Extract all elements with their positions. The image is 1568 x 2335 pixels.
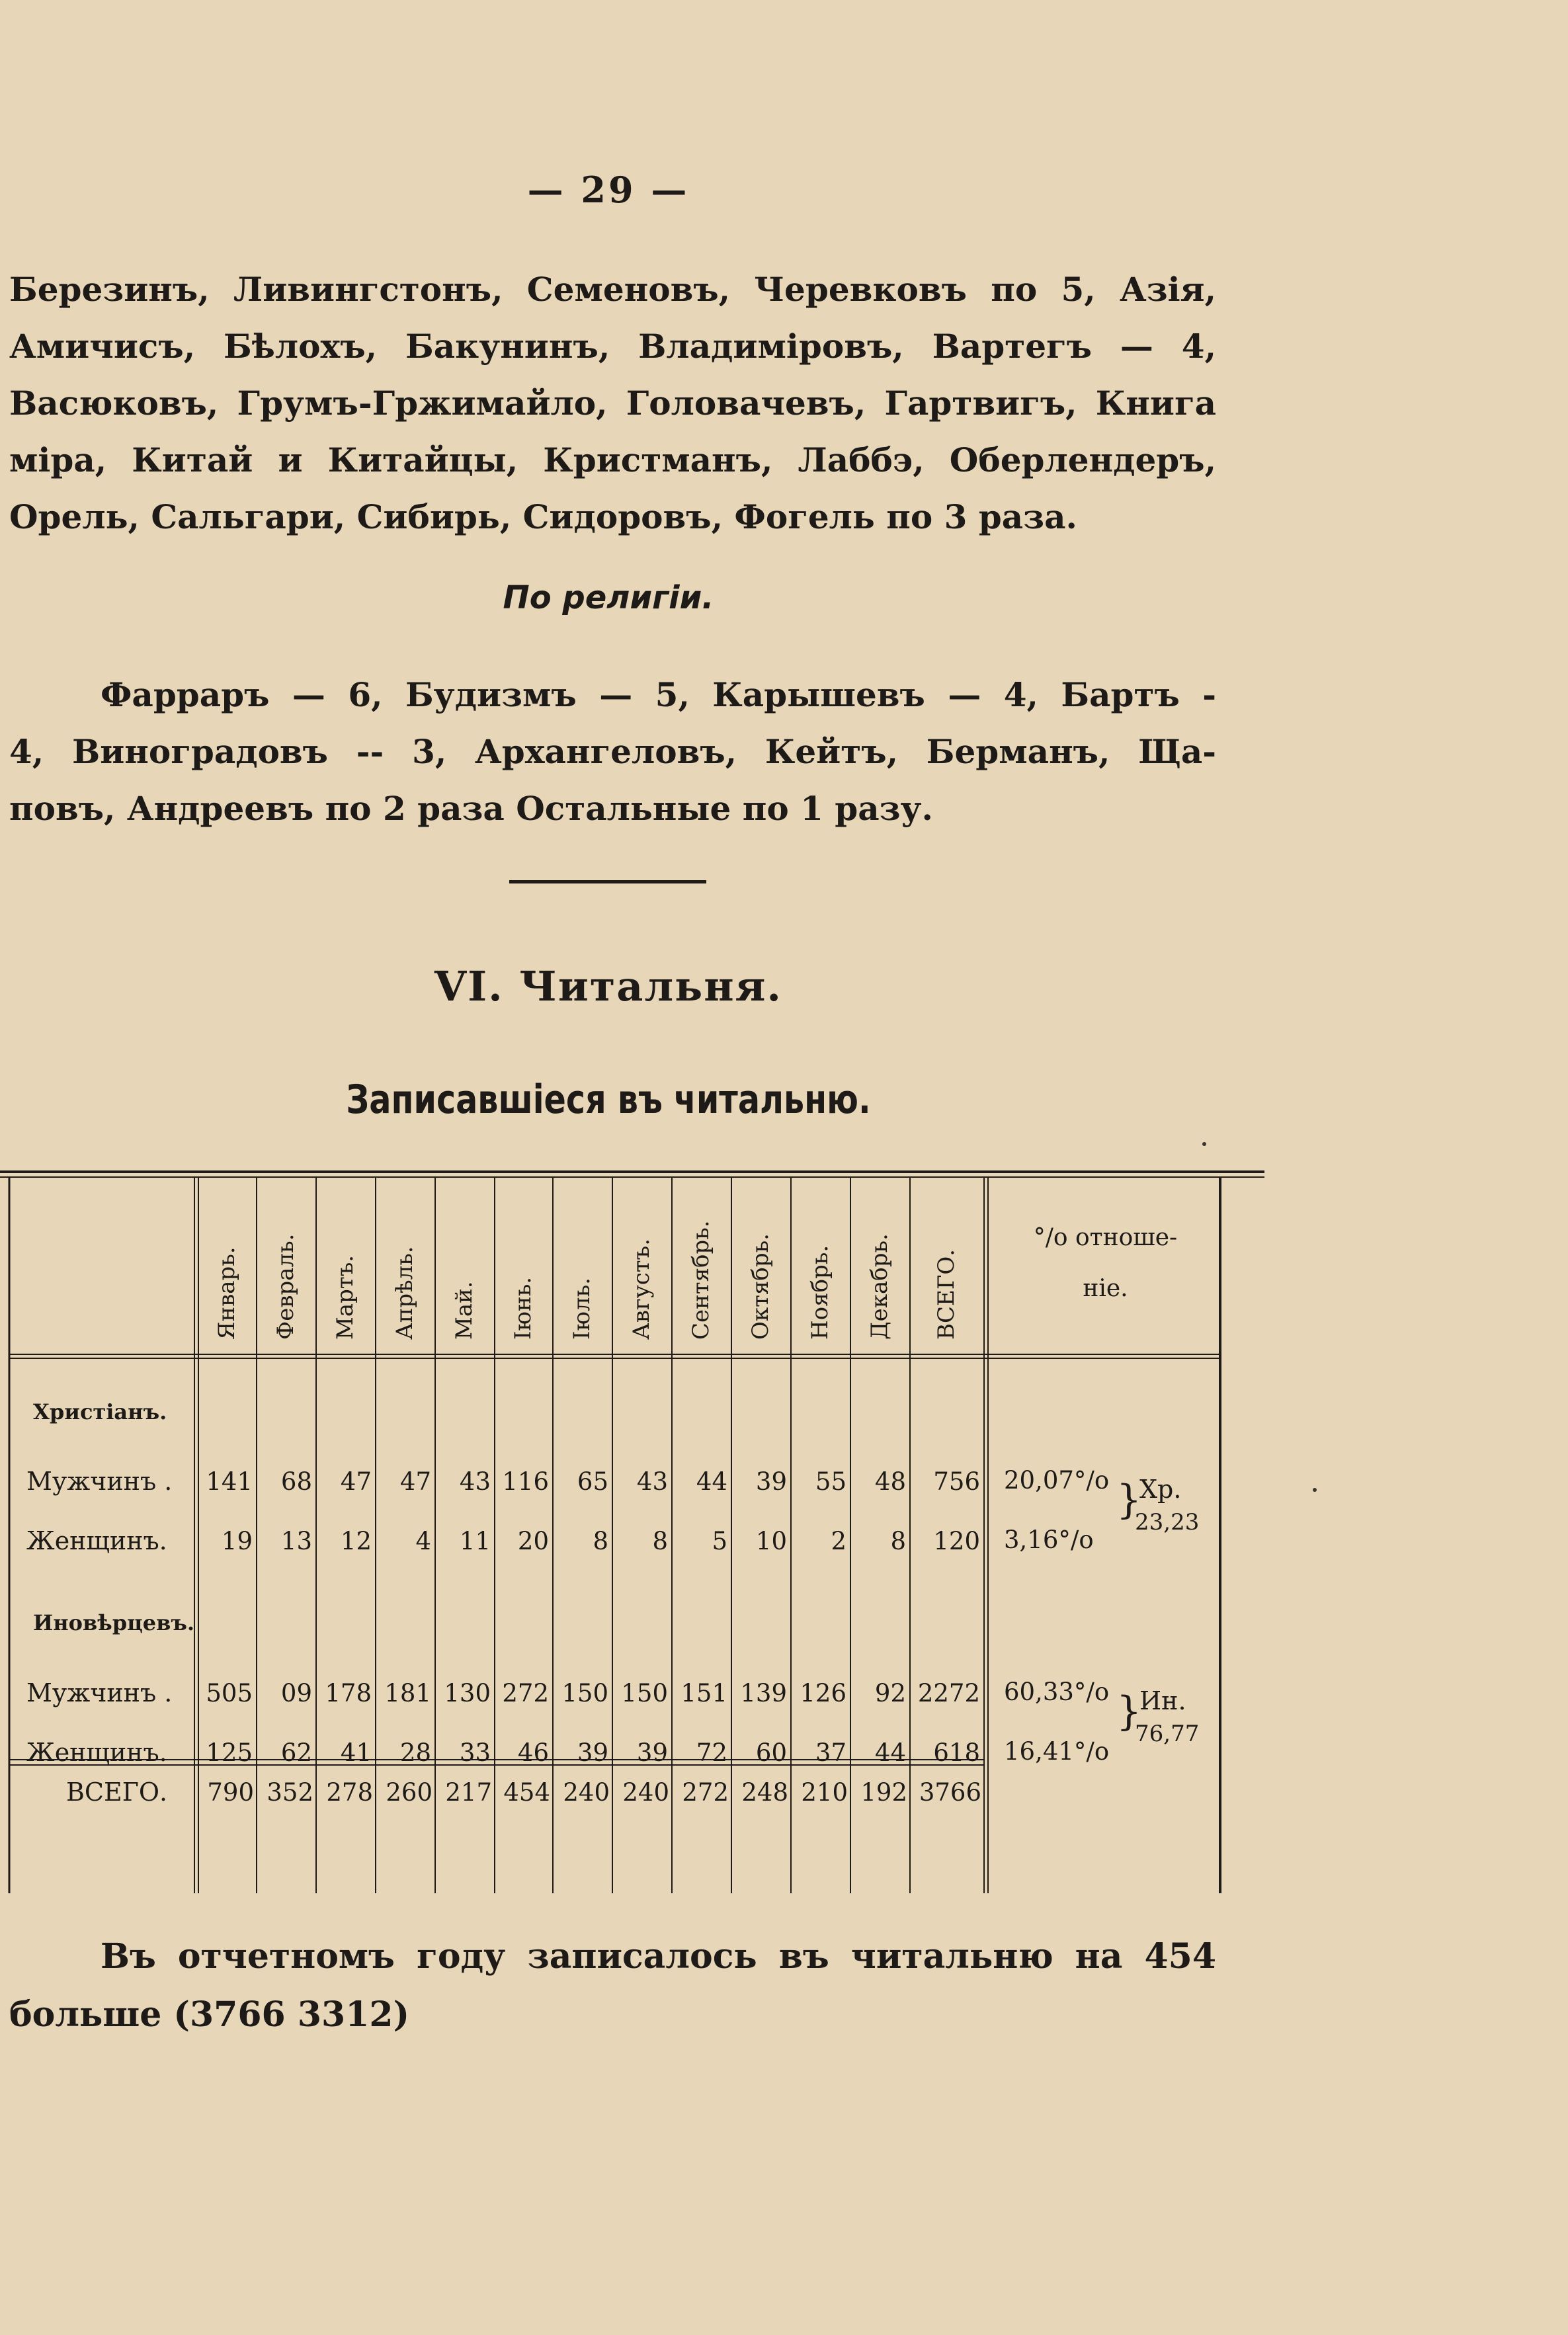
table-cell: 09: [280, 1679, 312, 1707]
text-line: Амичисъ, Бѣлохъ, Бакунинъ, Владиміровъ, Вартегъ — 4,: [9, 327, 1216, 366]
group-percent: 76,77: [1135, 1721, 1200, 1747]
speck: [1313, 1488, 1317, 1492]
table-title: Записавшіеся въ читальню.: [346, 1077, 871, 1123]
table-cell: 60: [755, 1739, 787, 1767]
table-cell: 68: [280, 1467, 312, 1496]
text-line: Березинъ, Ливингстонъ, Семеновъ, Черевковъ по 5, Азія,: [9, 270, 1216, 309]
table-cell: 13: [280, 1527, 312, 1555]
total-cell: 210: [801, 1778, 848, 1807]
total-cell: 454: [503, 1778, 550, 1807]
table-cell: 8: [593, 1527, 608, 1555]
group-label: Хр.: [1139, 1475, 1182, 1504]
group-title: Христіанъ.: [33, 1399, 167, 1424]
total-cell: 352: [267, 1778, 313, 1807]
group-brace: }: [1116, 1688, 1142, 1735]
table-cell: 8: [652, 1527, 668, 1555]
table-cell: 55: [815, 1467, 846, 1496]
total-cell: 790: [207, 1778, 254, 1807]
group-title: Иновѣрцевъ.: [33, 1610, 195, 1635]
table-cell: 65: [577, 1467, 608, 1496]
table-cell: 62: [280, 1739, 312, 1767]
text-line: больше (3766 3312): [9, 1994, 410, 2035]
table-cell: 39: [636, 1739, 668, 1767]
table-cell: 272: [502, 1679, 549, 1707]
group-brace: }: [1116, 1477, 1142, 1523]
text-line: Орель, Сальгари, Сибирь, Сидоровъ, Фогель по 3 раза.: [9, 497, 1077, 536]
table-cell: 48: [874, 1467, 906, 1496]
table-cell: 505: [206, 1679, 253, 1707]
table-cell: 139: [740, 1679, 787, 1707]
month-header: Октябрь.: [747, 1233, 774, 1340]
month-header: Май.: [451, 1281, 477, 1340]
table-cell: 120: [933, 1527, 980, 1555]
table-cell: 178: [325, 1679, 372, 1707]
total-cell: 240: [563, 1778, 610, 1807]
total-cell: 217: [445, 1778, 492, 1807]
percent-value: 3,16°/о: [1004, 1526, 1094, 1554]
percent-value: 60,33°/о: [1004, 1678, 1110, 1706]
month-header: Декабрь.: [866, 1233, 893, 1340]
footer-paragraph: [9, 1928, 1216, 2044]
text-line: Васюковъ, Грумъ-Гржимайло, Головачевъ, Гартвигъ, Книга: [9, 384, 1216, 423]
month-header: ВСЕГО.: [933, 1249, 960, 1340]
table-cell: 150: [621, 1679, 668, 1707]
row-label: Женщинъ.: [26, 1526, 167, 1555]
table-cell: 46: [517, 1739, 549, 1767]
table-cell: 28: [399, 1739, 431, 1767]
row-label: Женщинъ.: [26, 1738, 167, 1767]
table-cell: 618: [933, 1739, 980, 1767]
text-line: 4, Виноградовъ -- 3, Архангеловъ, Кейтъ, Берманъ, Ща-: [9, 732, 1216, 771]
month-header: Февраль.: [272, 1233, 299, 1340]
page-number: — 29 —: [527, 169, 690, 211]
table-cell: 12: [340, 1527, 372, 1555]
table-cell: 92: [874, 1679, 906, 1707]
row-label: Мужчинъ .: [26, 1678, 173, 1707]
table-cell: 41: [340, 1739, 372, 1767]
total-cell: 240: [622, 1778, 669, 1807]
table-cell: 19: [221, 1527, 253, 1555]
table-cell: 47: [340, 1467, 372, 1496]
total-cell: 248: [741, 1778, 788, 1807]
table-cell: 4: [415, 1527, 431, 1555]
month-header: Іюль.: [569, 1278, 595, 1340]
percent-value: 20,07°/о: [1004, 1466, 1110, 1495]
table-cell: 43: [459, 1467, 491, 1496]
total-cell: 3766: [919, 1778, 981, 1807]
group-label: Ин.: [1139, 1686, 1186, 1715]
total-cell: 278: [326, 1778, 373, 1807]
table-cell: 44: [874, 1739, 906, 1767]
table-cell: 43: [636, 1467, 668, 1496]
speck: [1202, 1142, 1206, 1146]
table-cell: 10: [755, 1527, 787, 1555]
text-line: Фарраръ — 6, Будизмъ — 5, Карышевъ — 4, Бартъ -: [101, 675, 1216, 714]
total-cell: 192: [860, 1778, 907, 1807]
section-divider: [509, 880, 706, 883]
table-cell: 130: [444, 1679, 491, 1707]
text-line: Въ отчетномъ году записалось въ читальню на 454: [101, 1936, 1216, 1977]
text-line: повъ, Андреевъ по 2 раза Остальные по 1 разу.: [9, 789, 933, 828]
month-header: Іюнь.: [510, 1276, 536, 1340]
reading-room-table: [0, 1169, 1264, 1897]
group-percent: 23,23: [1135, 1509, 1200, 1536]
table-cell: 150: [561, 1679, 608, 1707]
percent-header: ніе.: [1083, 1275, 1128, 1302]
table-cell: 756: [933, 1467, 980, 1496]
total-cell: 272: [682, 1778, 729, 1807]
table-cell: 181: [384, 1679, 431, 1707]
table-cell: 2: [831, 1527, 846, 1555]
text-line: міра, Китай и Китайцы, Кристманъ, Лаббэ, Оберлендеръ,: [9, 440, 1216, 479]
table-cell: 37: [815, 1739, 846, 1767]
table-cell: 5: [712, 1527, 727, 1555]
table-cell: 141: [206, 1467, 253, 1496]
table-cell: 8: [890, 1527, 906, 1555]
table-cell: 39: [577, 1739, 608, 1767]
table-cell: 47: [399, 1467, 431, 1496]
table-cell: 125: [206, 1739, 253, 1767]
reading-room-table-grid: [0, 1169, 1264, 1897]
month-header: Апрѣль.: [392, 1246, 418, 1340]
month-header: Августъ.: [628, 1239, 655, 1340]
subheading-religion: По религіи.: [503, 579, 714, 616]
month-header: Январь.: [214, 1247, 240, 1340]
table-cell: 44: [696, 1467, 727, 1496]
table-cell: 72: [696, 1739, 727, 1767]
table-cell: 151: [681, 1679, 727, 1707]
row-label: Мужчинъ .: [26, 1467, 173, 1496]
percent-header: °/о отноше-: [1033, 1224, 1178, 1251]
table-cell: 20: [517, 1527, 549, 1555]
table-cell: 11: [459, 1527, 491, 1555]
month-header: Сентябрь.: [688, 1220, 714, 1340]
paragraph-geography: [9, 261, 1216, 546]
percent-value: 16,41°/о: [1004, 1737, 1110, 1766]
table-cell: 2272: [917, 1679, 980, 1707]
total-cell: 260: [386, 1778, 433, 1807]
table-cell: 116: [502, 1467, 549, 1496]
month-header: Мартъ.: [332, 1254, 358, 1340]
total-label: ВСЕГО.: [66, 1778, 168, 1807]
table-cell: 33: [459, 1739, 491, 1767]
table-cell: 39: [755, 1467, 787, 1496]
paragraph-religion: [9, 667, 1216, 837]
month-header: Ноябрь.: [807, 1245, 833, 1340]
section-title: VI. Читальня.: [434, 962, 783, 1010]
table-cell: 126: [800, 1679, 846, 1707]
